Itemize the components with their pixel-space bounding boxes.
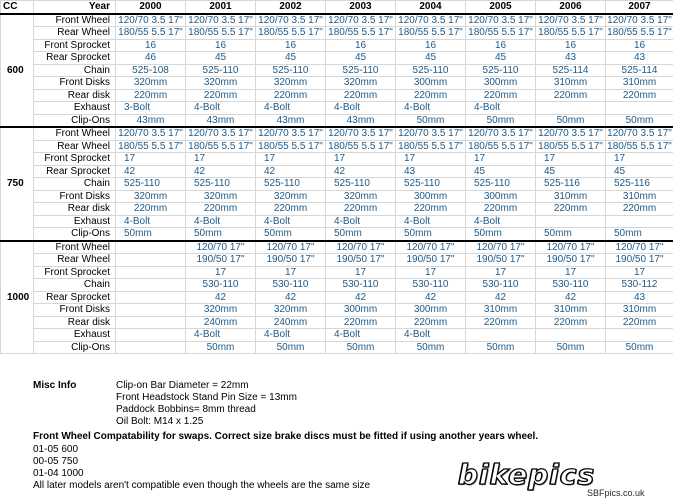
- spec-cell: 45: [186, 52, 256, 65]
- spec-cell: 190/50 17": [326, 254, 396, 267]
- spec-cell: [116, 266, 186, 279]
- table-row: [1, 190, 673, 203]
- row-label: Front Disks: [34, 304, 116, 317]
- spec-cell: 220mm: [326, 89, 396, 102]
- spec-cell: 220mm: [606, 316, 673, 329]
- spec-cell: 120/70 3.5 17": [256, 14, 326, 27]
- table-row: [1, 114, 673, 127]
- spec-cell: 300mm: [396, 77, 466, 90]
- spec-cell: 4-Bolt: [186, 102, 256, 115]
- spec-cell: 43mm: [186, 114, 256, 127]
- spec-cell: 45: [396, 52, 466, 65]
- row-label: Rear disk: [34, 89, 116, 102]
- table-row: [1, 14, 673, 27]
- spec-cell: 16: [326, 39, 396, 52]
- cc-section-label: 750: [1, 127, 34, 241]
- spec-cell: 220mm: [116, 89, 186, 102]
- row-label: Front Wheel: [34, 14, 116, 27]
- table-row: [1, 215, 673, 228]
- spec-cell: 42: [256, 291, 326, 304]
- spec-cell: 120/70 17": [326, 241, 396, 254]
- spec-cell: 120/70 3.5 17": [256, 127, 326, 140]
- table-row: [1, 291, 673, 304]
- spec-cell: 120/70 3.5 17": [186, 14, 256, 27]
- row-label: Front Sprocket: [34, 39, 116, 52]
- spec-cell: 320mm: [326, 190, 396, 203]
- row-label: Front Sprocket: [34, 153, 116, 166]
- spec-cell: [116, 241, 186, 254]
- spec-cell: [466, 329, 536, 342]
- compat-title: Front Wheel Compatability for swaps. Correct size brake discs must be fitted if using another years wheel.: [33, 431, 539, 442]
- spec-cell: 525-110: [326, 64, 396, 77]
- spec-cell: 45: [466, 52, 536, 65]
- row-label: Chain: [34, 178, 116, 191]
- spec-cell: 17: [256, 266, 326, 279]
- spec-cell: 120/70 3.5 17": [186, 127, 256, 140]
- spec-cell: 220mm: [186, 89, 256, 102]
- table-row: [1, 102, 673, 115]
- spec-cell: 525-110: [186, 178, 256, 191]
- spec-cell: 120/70 3.5 17": [536, 14, 606, 27]
- year-2005: 2005: [466, 1, 536, 14]
- row-label: Clip-Ons: [34, 114, 116, 127]
- spec-cell: 120/70 3.5 17": [396, 127, 466, 140]
- spec-cell: 50mm: [606, 341, 673, 354]
- spec-cell: 300mm: [466, 77, 536, 90]
- spec-cell: 320mm: [186, 304, 256, 317]
- spec-cell: 525-110: [116, 178, 186, 191]
- spec-cell: 50mm: [326, 228, 396, 241]
- spec-cell: [536, 329, 606, 342]
- spec-cell: 530-110: [536, 279, 606, 292]
- compat-line: 00-05 750: [33, 456, 79, 467]
- table-row: [1, 140, 673, 153]
- spec-cell: 320mm: [256, 77, 326, 90]
- year-2006: 2006: [536, 1, 606, 14]
- spec-cell: 16: [536, 39, 606, 52]
- spec-cell: 530-110: [256, 279, 326, 292]
- spec-cell: 220mm: [536, 203, 606, 216]
- spec-cell: 42: [326, 165, 396, 178]
- row-label: Chain: [34, 279, 116, 292]
- spec-cell: 180/55 5.5 17": [186, 140, 256, 153]
- spec-cell: 180/55 5.5 17": [607, 27, 672, 39]
- year-2000: 2000: [116, 1, 186, 14]
- spec-cell: 220mm: [326, 203, 396, 216]
- spec-cell: 17: [326, 153, 396, 166]
- spec-cell: 4-Bolt: [396, 102, 466, 115]
- spec-cell: 530-110: [466, 279, 536, 292]
- spec-cell: 120/70 17": [396, 241, 466, 254]
- row-label: Rear disk: [34, 316, 116, 329]
- year-2002: 2002: [256, 1, 326, 14]
- spec-cell: 50mm: [396, 341, 466, 354]
- table-row: [1, 241, 673, 254]
- spec-cell: [116, 279, 186, 292]
- spec-cell: 120/70 17": [256, 241, 326, 254]
- spec-cell: 180/55 5.5 17": [256, 27, 326, 40]
- row-label: Front Wheel: [34, 241, 116, 254]
- spec-cell: 220mm: [396, 316, 466, 329]
- year-2004: 2004: [396, 1, 466, 14]
- spec-cell: 525-110: [186, 64, 256, 77]
- spec-cell: 310mm: [466, 304, 536, 317]
- spec-cell: 4-Bolt: [256, 102, 326, 115]
- site-watermark: SBFpics.co.uk: [587, 488, 645, 498]
- spec-cell: 310mm: [606, 77, 673, 90]
- spec-cell: 43: [606, 52, 673, 65]
- table-row: [1, 52, 673, 65]
- spec-cell: [116, 341, 186, 354]
- spec-cell: 16: [186, 39, 256, 52]
- spec-cell: 300mm: [396, 190, 466, 203]
- spec-cell: 180/55 5.5 17": [607, 140, 672, 152]
- spec-cell: 4-Bolt: [116, 215, 186, 228]
- spec-cell: 180/55 5.5 17": [396, 140, 466, 153]
- spec-cell: 17: [606, 153, 673, 166]
- spec-cell: 525-110: [326, 178, 396, 191]
- spec-cell: 50mm: [326, 341, 396, 354]
- spec-cell: 525-114: [606, 64, 673, 77]
- row-label: Exhaust: [34, 329, 116, 342]
- misc-line: Paddock Bobbins= 8mm thread: [116, 404, 256, 415]
- spec-cell: 45: [256, 52, 326, 65]
- misc-info-label: Misc Info: [33, 380, 77, 391]
- spec-cell: 190/50 17": [396, 254, 466, 267]
- table-row: [1, 178, 673, 191]
- spec-cell: 525-110: [396, 64, 466, 77]
- row-label: Rear Wheel: [34, 254, 116, 267]
- spec-cell: 4-Bolt: [396, 215, 466, 228]
- spec-cell: 3-Bolt: [116, 102, 186, 115]
- misc-line: Oil Bolt: M14 x 1.25: [116, 416, 204, 427]
- table-row: [1, 77, 673, 90]
- spec-cell: 17: [186, 153, 256, 166]
- spec-cell: 120/70 3.5 17": [326, 127, 396, 140]
- spec-cell: 4-Bolt: [256, 215, 326, 228]
- spec-cell: 17: [256, 153, 326, 166]
- spec-cell: 17: [466, 153, 536, 166]
- spec-cell: 17: [396, 266, 466, 279]
- compat-line: 01-04 1000: [33, 468, 84, 479]
- spec-cell: 50mm: [606, 114, 673, 127]
- row-label: Front Disks: [34, 190, 116, 203]
- spec-cell: 42: [396, 291, 466, 304]
- table-row: [1, 153, 673, 166]
- spec-cell: 190/50 17": [186, 254, 256, 267]
- spec-cell: 50mm: [466, 228, 536, 241]
- spec-cell: 50mm: [396, 114, 466, 127]
- spec-cell: 190/50 17": [256, 254, 326, 267]
- table-row: [1, 279, 673, 292]
- spec-cell: 220mm: [606, 203, 673, 216]
- table-row: [1, 254, 673, 267]
- spec-cell: 50mm: [466, 114, 536, 127]
- table-row: [1, 203, 673, 216]
- spec-cell: [606, 329, 673, 342]
- spec-cell: [536, 102, 606, 115]
- table-row: [1, 89, 673, 102]
- spec-cell: 16: [396, 39, 466, 52]
- spec-cell: 42: [326, 291, 396, 304]
- spec-cell: 190/50 17": [536, 254, 606, 267]
- cc-section-label: 1000: [1, 241, 34, 354]
- table-row: [1, 165, 673, 178]
- spec-cell: 50mm: [536, 228, 606, 241]
- spec-cell: 4-Bolt: [186, 329, 256, 342]
- year-header: Year: [34, 1, 116, 14]
- row-label: Rear Wheel: [34, 140, 116, 153]
- spec-cell: 180/55 5.5 17": [536, 140, 606, 153]
- spec-cell: 300mm: [466, 190, 536, 203]
- spec-cell: 46: [116, 52, 186, 65]
- spec-cell: 300mm: [396, 304, 466, 317]
- spec-cell: 180/55 5.5 17": [536, 27, 606, 40]
- spec-cell: 42: [466, 291, 536, 304]
- spec-cell: 43: [606, 291, 673, 304]
- spec-cell: 310mm: [606, 304, 673, 317]
- row-label: Clip-Ons: [34, 228, 116, 241]
- spec-cell: 45: [326, 52, 396, 65]
- spec-cell: 120/70 3.5 17": [396, 14, 466, 27]
- spec-cell: 50mm: [186, 341, 256, 354]
- spec-cell: 120/70 17": [606, 241, 673, 254]
- spec-cell: 320mm: [186, 190, 256, 203]
- table-row: [1, 329, 673, 342]
- spec-cell: 120/70 3.5 17": [116, 127, 186, 140]
- row-label: Exhaust: [34, 215, 116, 228]
- row-label: Rear Sprocket: [34, 165, 116, 178]
- spec-cell: 530-112: [606, 279, 673, 292]
- spec-cell: 50mm: [186, 228, 256, 241]
- spec-cell: 17: [396, 153, 466, 166]
- spec-cell: 43mm: [256, 114, 326, 127]
- spec-cell: 220mm: [536, 316, 606, 329]
- spec-cell: 180/55 5.5 17": [466, 140, 536, 153]
- spec-cell: 220mm: [116, 203, 186, 216]
- spec-cell: 320mm: [256, 190, 326, 203]
- spec-cell: 17: [186, 266, 256, 279]
- spec-cell: 4-Bolt: [256, 329, 326, 342]
- spec-cell: 42: [256, 165, 326, 178]
- logo-text: bikepics: [458, 458, 596, 491]
- spec-cell: 120/70 3.5 17": [466, 14, 536, 27]
- spec-cell: 525-116: [606, 178, 673, 191]
- spec-cell: 43: [396, 165, 466, 178]
- spec-cell: 16: [466, 39, 536, 52]
- spec-cell: 45: [606, 165, 673, 178]
- spec-cell: 4-Bolt: [326, 102, 396, 115]
- spec-cell: 45: [536, 165, 606, 178]
- spec-cell: 220mm: [186, 203, 256, 216]
- misc-line: Front Headstock Stand Pin Size = 13mm: [116, 392, 297, 403]
- row-label: Rear Wheel: [34, 27, 116, 40]
- spec-cell: 310mm: [536, 304, 606, 317]
- table-row: [1, 64, 673, 77]
- row-label: Front Sprocket: [34, 266, 116, 279]
- spec-cell: 120/70 3.5 17": [116, 14, 186, 27]
- spec-cell: 50mm: [466, 341, 536, 354]
- spec-cell: 120/70 3.5 17": [466, 127, 536, 140]
- table-row: [1, 127, 673, 140]
- spec-cell: 50mm: [606, 228, 673, 241]
- spec-cell: 220mm: [396, 89, 466, 102]
- spec-cell: 42: [186, 291, 256, 304]
- spec-cell: 190/50 17": [606, 254, 673, 267]
- spec-cell: 4-Bolt: [466, 102, 536, 115]
- spec-cell: 50mm: [536, 341, 606, 354]
- spec-cell: 17: [326, 266, 396, 279]
- spec-cell: [116, 291, 186, 304]
- spec-cell: 525-110: [256, 178, 326, 191]
- spec-cell: 240mm: [256, 316, 326, 329]
- spec-cell: 50mm: [256, 341, 326, 354]
- spec-cell: 220mm: [256, 89, 326, 102]
- spec-cell: 43mm: [116, 114, 186, 127]
- spec-cell: 120/70 17": [186, 241, 256, 254]
- compat-line: 01-05 600: [33, 444, 79, 455]
- table-row: [1, 266, 673, 279]
- spec-cell: 180/55 5.5 17": [116, 140, 186, 153]
- spec-cell: 310mm: [536, 77, 606, 90]
- spec-cell: 43mm: [326, 114, 396, 127]
- spec-cell: 4-Bolt: [466, 215, 536, 228]
- spec-cell: 180/55 5.5 17": [256, 140, 326, 153]
- spec-cell: 17: [536, 266, 606, 279]
- spec-cell: [116, 254, 186, 267]
- table-row: [1, 341, 673, 354]
- spec-cell: 220mm: [466, 316, 536, 329]
- spec-cell: 220mm: [606, 89, 673, 102]
- spec-cell: 220mm: [466, 89, 536, 102]
- spec-cell: 50mm: [396, 228, 466, 241]
- spec-cell: 45: [466, 165, 536, 178]
- spec-cell: 220mm: [256, 203, 326, 216]
- spec-cell: 16: [606, 39, 673, 52]
- spec-cell: 180/55 5.5 17": [116, 27, 186, 40]
- spec-cell: 42: [536, 291, 606, 304]
- table-row: [1, 39, 673, 52]
- spec-cell: [116, 304, 186, 317]
- spec-cell: 300mm: [326, 304, 396, 317]
- spec-cell: 320mm: [326, 77, 396, 90]
- spec-cell: 180/55 5.5 17": [326, 140, 396, 153]
- spec-cell: 180/55 5.5 17": [396, 27, 466, 40]
- row-label: Front Wheel: [34, 127, 116, 140]
- header-row: [1, 1, 673, 14]
- spec-cell: [116, 329, 186, 342]
- row-label: Rear Sprocket: [34, 291, 116, 304]
- table-row: [1, 27, 673, 40]
- spec-cell: 50mm: [116, 228, 186, 241]
- spec-cell: 310mm: [606, 190, 673, 203]
- spec-cell: 4-Bolt: [396, 329, 466, 342]
- row-label: Rear Sprocket: [34, 52, 116, 65]
- spec-cell: 530-110: [396, 279, 466, 292]
- spec-cell: 50mm: [536, 114, 606, 127]
- spec-cell: 16: [256, 39, 326, 52]
- spec-cell: 180/55 5.5 17": [186, 27, 256, 40]
- spec-cell: 190/50 17": [466, 254, 536, 267]
- misc-line: Clip-on Bar Diameter = 22mm: [116, 380, 249, 391]
- spec-cell: 4-Bolt: [186, 215, 256, 228]
- spec-cell: 50mm: [256, 228, 326, 241]
- year-2001: 2001: [186, 1, 256, 14]
- spec-cell: [116, 316, 186, 329]
- row-label: Exhaust: [34, 102, 116, 115]
- spec-cell: 525-110: [256, 64, 326, 77]
- spec-cell: 525-114: [536, 64, 606, 77]
- spec-cell: 120/70 3.5 17": [607, 128, 672, 140]
- spec-cell: 525-110: [466, 64, 536, 77]
- spec-cell: 120/70 3.5 17": [326, 14, 396, 27]
- spec-cell: 310mm: [536, 190, 606, 203]
- year-2007: 2007: [606, 1, 673, 14]
- spec-cell: [536, 215, 606, 228]
- row-label: Rear disk: [34, 203, 116, 216]
- spec-cell: 320mm: [186, 77, 256, 90]
- spec-cell: 525-108: [116, 64, 186, 77]
- spec-cell: 220mm: [396, 203, 466, 216]
- table-row: [1, 316, 673, 329]
- row-label: Clip-Ons: [34, 341, 116, 354]
- cc-section-label: 600: [1, 14, 34, 128]
- spec-cell: 320mm: [256, 304, 326, 317]
- table-row: [1, 228, 673, 241]
- spec-cell: 120/70 3.5 17": [607, 14, 672, 26]
- spec-cell: 42: [186, 165, 256, 178]
- spec-cell: 220mm: [326, 316, 396, 329]
- spec-cell: 16: [116, 39, 186, 52]
- spec-cell: 42: [116, 165, 186, 178]
- spec-cell: 4-Bolt: [326, 329, 396, 342]
- spec-cell: 525-116: [536, 178, 606, 191]
- spec-cell: [606, 102, 673, 115]
- spec-cell: 17: [536, 153, 606, 166]
- year-2003: 2003: [326, 1, 396, 14]
- spec-cell: 180/55 5.5 17": [326, 27, 396, 40]
- spec-cell: 220mm: [466, 203, 536, 216]
- spec-cell: 120/70 17": [466, 241, 536, 254]
- spec-cell: 320mm: [116, 77, 186, 90]
- spec-cell: 220mm: [536, 89, 606, 102]
- spec-cell: 120/70 17": [536, 241, 606, 254]
- spec-cell: 120/70 3.5 17": [536, 127, 606, 140]
- spec-cell: 4-Bolt: [326, 215, 396, 228]
- spec-cell: 17: [466, 266, 536, 279]
- spec-cell: 17: [606, 266, 673, 279]
- spec-cell: 43: [536, 52, 606, 65]
- cc-header: CC: [1, 1, 34, 14]
- table-row: [1, 304, 673, 317]
- spec-cell: 180/55 5.5 17": [466, 27, 536, 40]
- row-label: Chain: [34, 64, 116, 77]
- row-label: Front Disks: [34, 77, 116, 90]
- spec-cell: 525-110: [466, 178, 536, 191]
- spec-cell: 240mm: [186, 316, 256, 329]
- spec-cell: 530-110: [186, 279, 256, 292]
- spec-cell: 320mm: [116, 190, 186, 203]
- spec-cell: 17: [116, 153, 186, 166]
- spec-cell: 525-110: [396, 178, 466, 191]
- spec-cell: [606, 215, 673, 228]
- spec-cell: 530-110: [326, 279, 396, 292]
- compat-line: All later models aren't compatible even though the wheels are the same size: [33, 480, 371, 491]
